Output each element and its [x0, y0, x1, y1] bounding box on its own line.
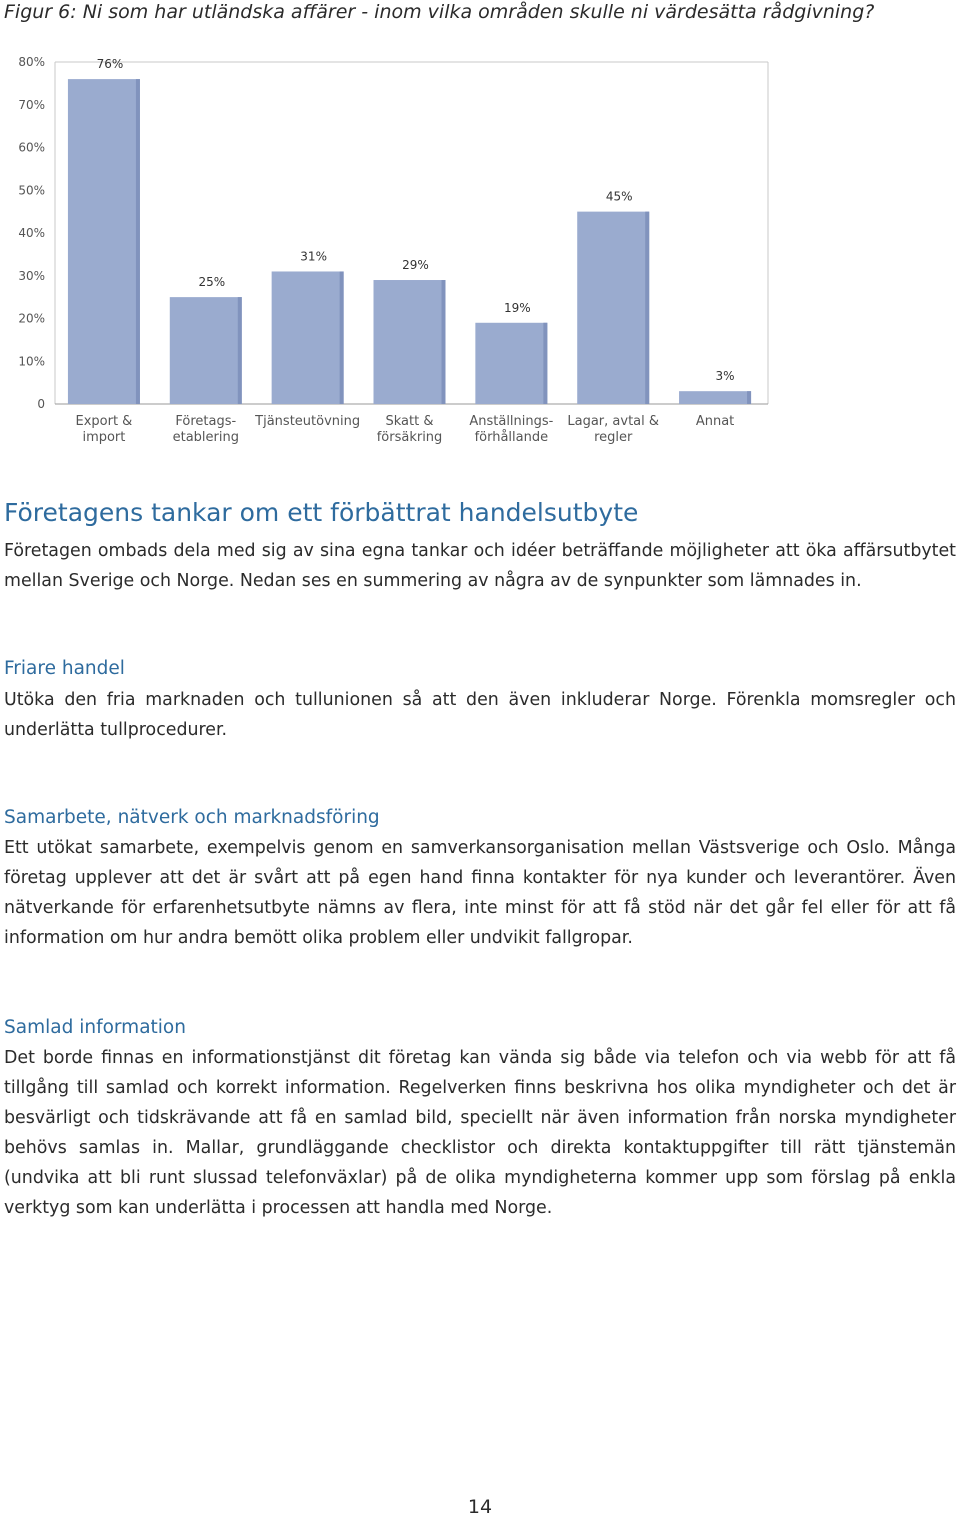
bar: [170, 297, 242, 404]
subsection-body-samlad-information: Det borde finnas en informationstjänst dit företag kan vända sig både via telefon och via webb för att få tillgång till samlad och korrekt information. Regelverken finns beskrivna hos olika myndigheter och det är besvärligt och tidskrävande att få en samlad bild, speciellt när även information från norska myndigheter behövs samlas in. Mallar, grundläggande checklistor och direkta kontaktuppgifter till rätt tjänstemän (undvika att bli runt slussad telefonväxlar) på de olika myndigheterna kommer upp som förslag på enkla verktyg som kan underlätta i processen att handla med Norge.: [4, 1048, 956, 1218]
bar-edge: [340, 271, 344, 404]
subsection-title-friare-handel: Friare handel: [4, 658, 125, 679]
bar-edge: [747, 391, 751, 404]
y-tick-label: 70%: [18, 97, 45, 112]
y-tick-label: 50%: [18, 183, 45, 198]
subsection-title-samarbete: Samarbete, nätverk och marknadsföring: [4, 807, 380, 828]
y-tick-label: 0: [37, 397, 45, 411]
bar-value-label: 25%: [198, 275, 226, 290]
subsection-body-samarbete: Ett utökat samarbete, exempelvis genom en samverkansorganisation mellan Västsverige och Oslo. Många företag upplever att det är svårt att på egen hand finna kontakter för nya kunder och leverantörer. Även nätverkande för erfarenhetsutbyte nämns av flera, inte minst för att få stöd när det går fel eller för att få information om hur andra bemött olika problem eller undvikit fallgropar.: [4, 838, 956, 948]
category-label: Lagar, avtal &: [567, 414, 660, 429]
bar: [679, 391, 751, 404]
category-label: Tjänsteutövning: [255, 414, 361, 429]
section-intro: Företagen ombads dela med sig av sina egna tankar och idéer beträffande möjligheter att öka affärsutbytet mellan Sverige och Norge. Nedan ses en summering av några av de synpunkter som lämnades in.: [4, 541, 956, 591]
y-tick-label: 80%: [18, 55, 45, 69]
category-label: förhållande: [474, 430, 549, 445]
bar: [374, 280, 446, 404]
y-tick-label: 10%: [18, 354, 45, 369]
bar: [272, 271, 344, 404]
page-number: 14: [467, 1496, 493, 1518]
bar: [577, 212, 649, 404]
category-label: Skatt &: [385, 414, 434, 429]
y-tick-label: 40%: [18, 226, 45, 240]
bar-value-label: 19%: [504, 300, 531, 315]
category-label: import: [82, 430, 126, 445]
bar-edge: [645, 212, 649, 404]
bar-value-label: 76%: [96, 57, 124, 72]
bar-value-label: 29%: [402, 258, 429, 273]
category-label: Anställnings-: [469, 414, 554, 429]
category-label: Företags-: [175, 414, 237, 429]
category-label: Export &: [75, 414, 133, 429]
y-tick-label: 20%: [18, 311, 45, 326]
bar-edge: [238, 297, 242, 404]
bar: [68, 79, 140, 404]
figure-caption: Figur 6: Ni som har utländska affärer - inom vilka områden skulle ni värdesätta rådgivning?: [4, 1, 875, 23]
bar-value-label: 3%: [715, 369, 735, 384]
bar-edge: [442, 280, 446, 404]
bar-edge: [543, 323, 547, 404]
section-title: Företagens tankar om ett förbättrat handelsutbyte: [4, 498, 639, 527]
bar-value-label: 31%: [300, 249, 327, 264]
category-label: försäkring: [376, 430, 443, 445]
bar-value-label: 45%: [605, 189, 633, 204]
bar: [475, 323, 547, 404]
subsection-body-friare-handel: Utöka den fria marknaden och tullunionen så att den även inkluderar Norge. Förenkla momsregler och underlätta tullprocedurer.: [4, 690, 956, 740]
y-tick-label: 30%: [18, 268, 45, 283]
category-label: regler: [594, 430, 633, 445]
category-label: Annat: [695, 414, 735, 429]
bar-chart: [0, 40, 960, 460]
y-tick-label: 60%: [18, 140, 45, 155]
subsection-title-samlad-information: Samlad information: [4, 1017, 186, 1038]
bar-edge: [136, 79, 140, 404]
category-label: etablering: [172, 430, 239, 445]
